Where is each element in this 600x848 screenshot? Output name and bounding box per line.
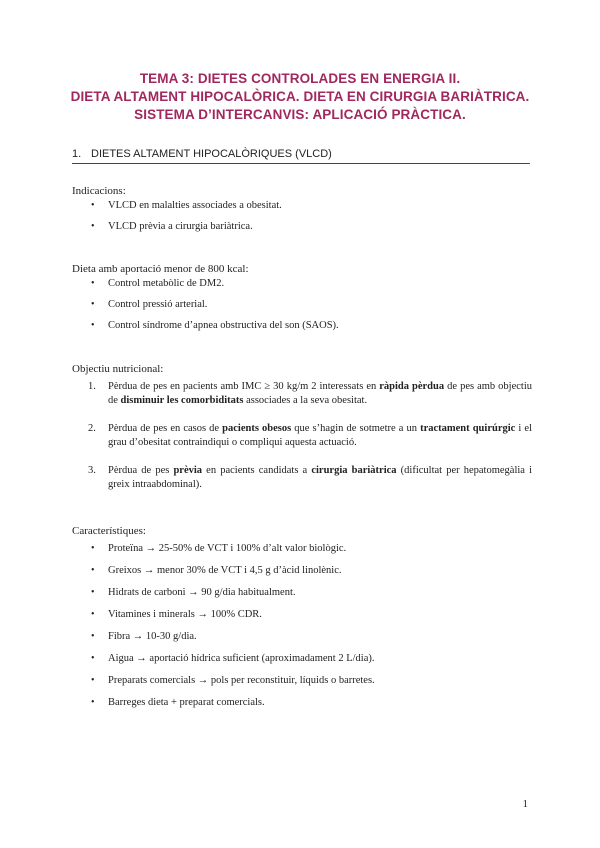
list-item: • Hidrats de carboni → 90 g/dia habitualment. (91, 587, 296, 598)
dieta-list (72, 277, 532, 333)
list-item: • Vitamines i minerals → 100% CDR. (91, 609, 262, 620)
bullet-icon: • (91, 320, 95, 331)
bullet-icon: • (91, 653, 95, 664)
indicacions-block (72, 184, 532, 234)
section-title: DIETES ALTAMENT HIPOCALÒRIQUES (VLCD) (91, 148, 332, 160)
bullet-icon: • (91, 278, 95, 289)
section-number: 1. (72, 148, 82, 160)
caracteristiques-block (72, 524, 532, 710)
caracteristiques-list (72, 542, 532, 710)
list-item: 3. Pèrdua de pes prèvia en pacients candidats a cirurgia bariàtrica (dificultat per hepatomegàlia i greix intraabdominal). (88, 465, 533, 490)
list-item: • Aigua → aportació hídrica suficient (aproximadament 2 L/dia). (91, 653, 375, 664)
bullet-icon: • (91, 543, 95, 554)
objectiu-block (72, 362, 532, 492)
list-item: • Control pressió arterial. (91, 299, 208, 310)
list-item: 1. Pèrdua de pes en pacients amb IMC ≥ 30 kg/m 2 interessats en ràpida pèrdua de pes amb objectiu de disminuir les comorbiditats associades a la seva obesitat. (88, 381, 532, 406)
bullet-icon: • (91, 221, 95, 232)
bullet-icon: • (91, 299, 95, 310)
list-item: • Control metabòlic de DM2. (91, 278, 225, 289)
indicacions-label: Indicacions: (72, 185, 126, 197)
list-item: • VLCD prèvia a cirurgia bariàtrica. (91, 221, 253, 232)
bullet-icon: • (91, 631, 95, 642)
bullet-icon: • (91, 697, 95, 708)
title-line-2: DIETA ALTAMENT HIPOCALÒRICA. DIETA EN CIRURGIA BARIÀTRICA. (70, 89, 530, 104)
dieta-block (72, 262, 532, 333)
list-item: • Preparats comercials → pols per reconstituir, líquids o barretes. (91, 675, 375, 686)
bullet-icon: • (91, 565, 95, 576)
bullet-icon: • (91, 609, 95, 620)
list-item: • Proteïna → 25-50% de VCT i 100% d’alt valor biològic. (91, 543, 347, 554)
objectiu-label: Objectiu nutricional: (72, 363, 164, 375)
page-number: 1 (522, 798, 528, 810)
title-line-1: TEMA 3: DIETES CONTROLADES EN ENERGIA II. (139, 71, 461, 86)
title-line-3: SISTEMA D’INTERCANVIS: APLICACIÓ PRÀCTICA. (134, 107, 466, 122)
indicacions-list (72, 199, 532, 234)
list-item: • VLCD en malalties associades a obesitat. (91, 200, 282, 211)
list-item: • Control síndrome d’apnea obstructiva del son (SAOS). (91, 320, 339, 331)
bullet-icon: • (91, 200, 95, 211)
dieta-label: Dieta amb aportació menor de 800 kcal: (72, 263, 249, 275)
list-item: 2. Pèrdua de pes en casos de pacients obesos que s’hagin de sotmetre a un tractament quirúrgic i el grau d’obesitat contraindiqui o compliqui aquesta actuació. (88, 423, 532, 448)
objectiu-list (72, 380, 532, 492)
list-item: • Greixos → menor 30% de VCT i 4,5 g d’àcid linolènic. (91, 565, 342, 576)
bullet-icon: • (91, 587, 95, 598)
section-heading (72, 148, 530, 164)
bullet-icon: • (91, 675, 95, 686)
list-item: • Barreges dieta + preparat comercials. (91, 697, 265, 708)
document-title (60, 70, 540, 124)
list-item: • Fibra → 10-30 g/dia. (91, 631, 197, 642)
caracteristiques-label: Característiques: (72, 525, 146, 537)
